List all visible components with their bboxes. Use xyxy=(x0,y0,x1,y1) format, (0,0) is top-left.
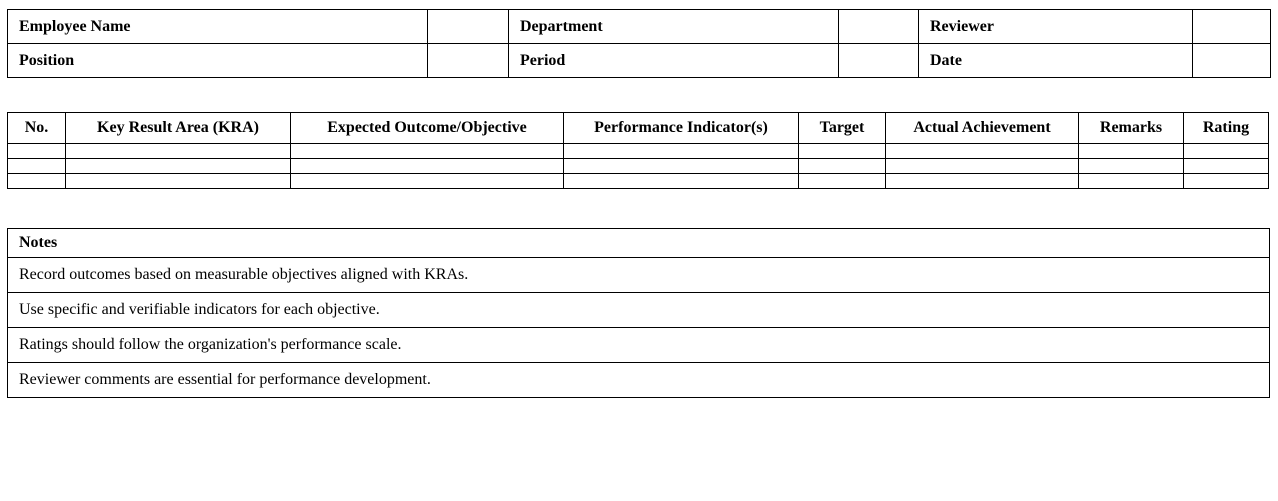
period-label: Period xyxy=(509,44,839,78)
note-row xyxy=(8,363,1270,398)
col-header-performance-indicators: Performance Indicator(s) xyxy=(564,113,799,144)
kra-empty-cell xyxy=(291,159,564,174)
kra-empty-row xyxy=(8,144,1269,159)
kra-header-row xyxy=(8,113,1269,144)
kra-empty-cell xyxy=(799,174,886,189)
notes-title: Notes xyxy=(8,229,1270,258)
note-row xyxy=(8,328,1270,363)
header-form-table xyxy=(7,9,1271,78)
kra-empty-cell xyxy=(564,174,799,189)
kra-empty-cell xyxy=(8,144,66,159)
col-header-kra: Key Result Area (KRA) xyxy=(66,113,291,144)
col-header-remarks: Remarks xyxy=(1079,113,1184,144)
kra-empty-cell xyxy=(8,174,66,189)
note-item: Use specific and verifiable indicators for each objective. xyxy=(8,293,1270,328)
kra-empty-cell xyxy=(799,144,886,159)
kra-empty-cell xyxy=(1184,159,1269,174)
kra-empty-cell xyxy=(1079,144,1184,159)
period-value-cell xyxy=(839,44,919,78)
kra-empty-cell xyxy=(66,174,291,189)
date-value-cell xyxy=(1193,44,1271,78)
kra-empty-cell xyxy=(886,159,1079,174)
department-label: Department xyxy=(509,10,839,44)
col-header-actual-achievement: Actual Achievement xyxy=(886,113,1079,144)
kra-table xyxy=(7,112,1269,189)
kra-empty-row xyxy=(8,174,1269,189)
col-header-target: Target xyxy=(799,113,886,144)
note-item: Ratings should follow the organization's performance scale. xyxy=(8,328,1270,363)
position-label: Position xyxy=(8,44,428,78)
note-row xyxy=(8,293,1270,328)
position-value-cell xyxy=(428,44,509,78)
header-form-row-1 xyxy=(8,10,1271,44)
kra-empty-cell xyxy=(1184,144,1269,159)
kra-empty-cell xyxy=(799,159,886,174)
kra-empty-cell xyxy=(564,144,799,159)
header-form-row-2 xyxy=(8,44,1271,78)
kra-empty-cell xyxy=(886,144,1079,159)
col-header-no: No. xyxy=(8,113,66,144)
notes-table xyxy=(7,228,1270,398)
reviewer-value-cell xyxy=(1193,10,1271,44)
kra-empty-cell xyxy=(291,144,564,159)
note-item: Record outcomes based on measurable objectives aligned with KRAs. xyxy=(8,258,1270,293)
employee-name-label: Employee Name xyxy=(8,10,428,44)
department-value-cell xyxy=(839,10,919,44)
col-header-rating: Rating xyxy=(1184,113,1269,144)
kra-table-body xyxy=(8,144,1269,189)
kra-empty-cell xyxy=(1079,174,1184,189)
reviewer-label: Reviewer xyxy=(919,10,1193,44)
note-row xyxy=(8,258,1270,293)
col-header-expected-outcome: Expected Outcome/Objective xyxy=(291,113,564,144)
kra-empty-cell xyxy=(8,159,66,174)
notes-header-row xyxy=(8,229,1270,258)
kra-empty-cell xyxy=(1079,159,1184,174)
kra-empty-row xyxy=(8,159,1269,174)
employee-name-value-cell xyxy=(428,10,509,44)
kra-empty-cell xyxy=(66,144,291,159)
kra-empty-cell xyxy=(66,159,291,174)
kra-empty-cell xyxy=(291,174,564,189)
kra-empty-cell xyxy=(886,174,1079,189)
kra-empty-cell xyxy=(564,159,799,174)
kra-empty-cell xyxy=(1184,174,1269,189)
note-item: Reviewer comments are essential for performance development. xyxy=(8,363,1270,398)
date-label: Date xyxy=(919,44,1193,78)
